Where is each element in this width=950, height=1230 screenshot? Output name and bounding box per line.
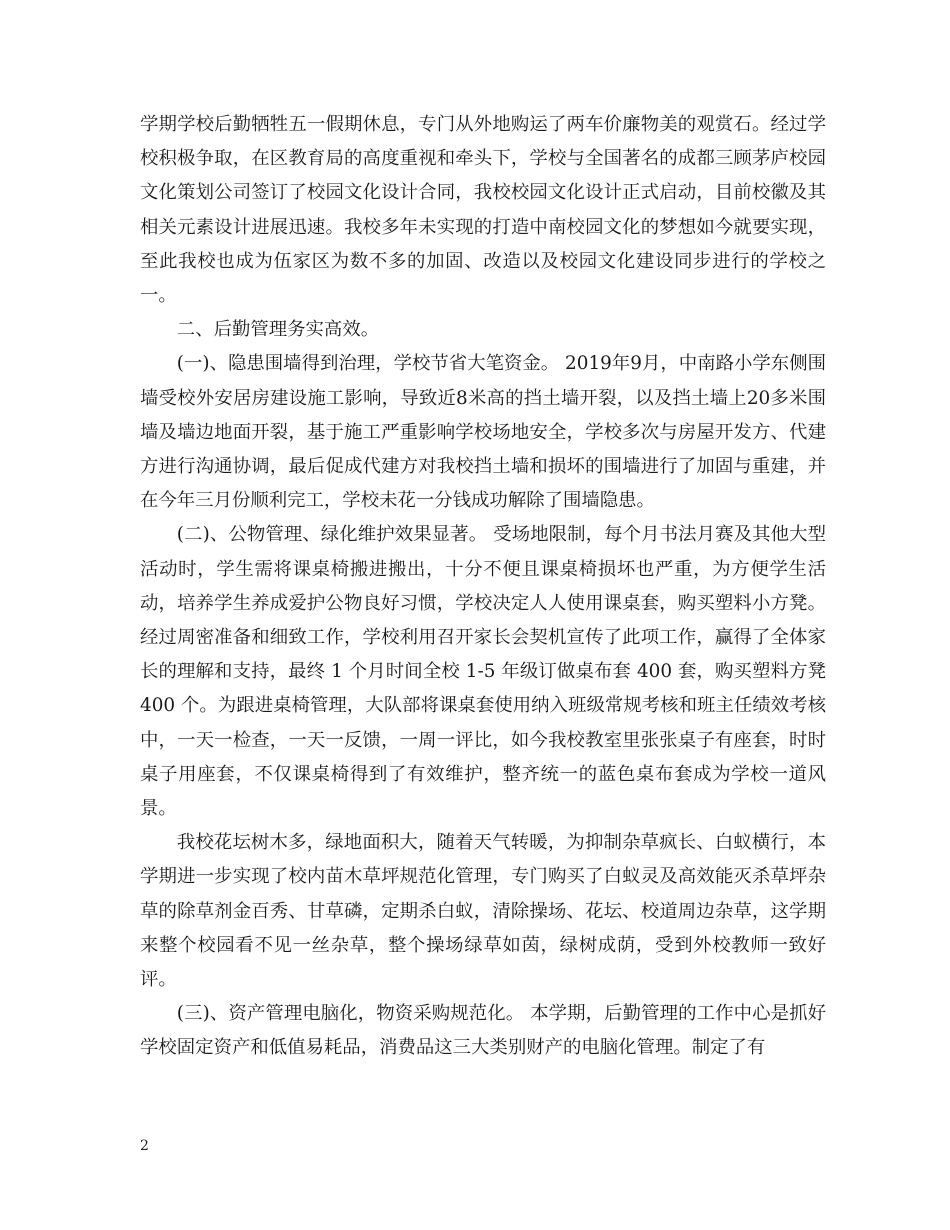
paragraph-asset-management: (三)、资产管理电脑化，物资采购规范化。 本学期，后勤管理的工作中心是抓好学校固定资产和低值易耗品，消费品这三大类别财产的电脑化管理。制定了有: [140, 1003, 826, 1059]
page-number: 2: [140, 1138, 149, 1154]
paragraph-greening: 我校花坛树木多，绿地面积大，随着天气转暖，为抑制杂草疯长、白蚁横行，本学期进一步实现了校内苗木草坪规范化管理，专门购买了白蚁灵及高效能灭杀草坪杂草的除草剂金百秀、甘草磷，定期杀白蚁，清除操场、花坛、校道周边杂草，这学期来整个校园看不见一丝杂草，整个操场绿草如茵，绿树成荫，受到外校教师一致好评。: [140, 832, 826, 991]
document-body: [140, 108, 826, 1066]
paragraph-public-property: (二)、公物管理、绿化维护效果显著。 受场地限制，每个月书法月赛及其他大型活动时，学生需将课桌椅搬进搬出，十分不便且课桌椅损坏也严重，为方便学生活动，培养学生养成爱护公物良好习惯，学校决定人人使用课桌套，购买塑料小方凳。经过周密准备和细致工作，学校利用召开家长会契机宣传了此项工作，赢得了全体家长的理解和支持，最终 1 个月时间全校 1-5 年级订做桌布套 400 套，购买塑料方凳 400 个。为跟进桌椅管理，大队部将课桌套使用纳入班级常规考核和班主任绩效考核中，一天一检查，一天一反馈，一周一评比，如今我校教室里张张桌子有座套，时时桌子用座套，不仅课桌椅得到了有效维护，整齐统一的蓝色桌布套成为学校一道风景。: [140, 524, 826, 820]
paragraph-wall-repair: (一)、隐患围墙得到治理，学校节省大笔资金。 2019年9月，中南路小学东侧围墙受校外安居房建设施工影响，导致近8米高的挡土墙开裂，以及挡土墙上20多米围墙及墙边地面开裂，基于施工严重影响学校场地安全，学校多次与房屋开发方、代建方进行沟通协调，最后促成代建方对我校挡土墙和损坏的围墙进行了加固与重建，并在今年三月份顺利完工，学校未花一分钱成功解除了围墙隐患。: [140, 353, 826, 512]
paragraph-continued: 学期学校后勤牺牲五一假期休息，专门从外地购运了两车价廉物美的观赏石。经过学校积极争取，在区教育局的高度重视和牵头下，学校与全国著名的成都三顾茅庐校园文化策划公司签订了校园文化设计合同，我校校园文化设计正式启动，目前校徽及其相关元素设计进展迅速。我校多年未实现的打造中南校园文化的梦想如今就要实现，至此我校也成为伍家区为数不多的加固、改造以及校园文化建设同步进行的学校之一。: [140, 114, 826, 307]
section-heading: 二、后勤管理务实高效。: [176, 319, 380, 341]
